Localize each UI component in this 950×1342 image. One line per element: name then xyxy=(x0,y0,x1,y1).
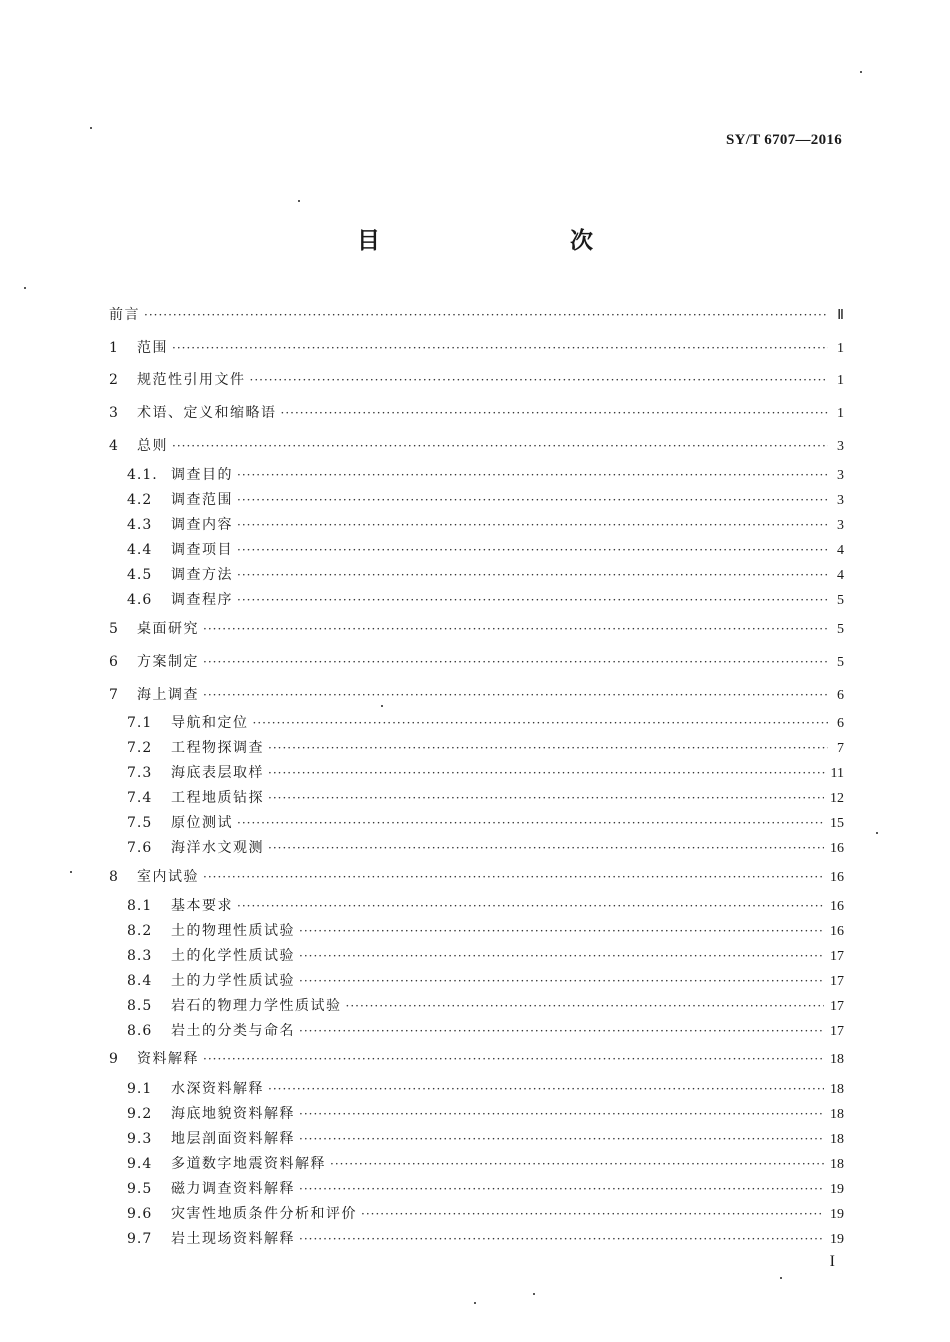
toc-entry-number: 8.1 xyxy=(127,898,153,914)
toc-entry[interactable] xyxy=(127,971,844,991)
toc-entry-label: 调查范围 xyxy=(171,492,233,508)
toc-entry-number: 8.2 xyxy=(127,923,153,939)
toc-entry-label: 土的化学性质试验 xyxy=(171,948,295,964)
toc-dot-leader xyxy=(299,1129,824,1149)
toc-entry-page: 15 xyxy=(830,816,844,831)
toc-entry-page: 19 xyxy=(830,1232,844,1247)
toc-entry-label: 磁力调查资料解释 xyxy=(171,1181,295,1197)
toc-entry-page: 1 xyxy=(837,341,844,356)
toc-entry[interactable] xyxy=(127,788,844,808)
toc-entry-page: 17 xyxy=(830,999,844,1014)
scan-speck xyxy=(298,200,300,202)
toc-entry-label: 工程地质钻探 xyxy=(171,790,264,806)
toc-entry[interactable] xyxy=(127,738,844,758)
toc-entry-label: 资料解释 xyxy=(137,1051,199,1067)
toc-entry-number: 8.6 xyxy=(127,1023,153,1039)
toc-entry-number: 7.2 xyxy=(127,740,153,756)
toc-entry-page: 5 xyxy=(837,655,844,670)
toc-dot-leader xyxy=(299,1229,824,1249)
toc-entry[interactable] xyxy=(127,490,844,510)
toc-entry-number: 9.1 xyxy=(127,1081,153,1097)
toc-entry[interactable] xyxy=(109,867,844,887)
toc-entry-page: 18 xyxy=(830,1082,844,1097)
scan-speck xyxy=(533,1293,535,1295)
toc-dot-leader xyxy=(299,1021,824,1041)
toc-entry-page: Ⅱ xyxy=(837,308,844,323)
toc-entry-label: 规范性引用文件 xyxy=(137,372,246,388)
toc-entry-label: 原位测试 xyxy=(171,815,233,831)
toc-entry[interactable] xyxy=(127,540,844,560)
toc-entry-page: 5 xyxy=(837,622,844,637)
toc-dot-leader xyxy=(203,685,828,705)
toc-entry[interactable] xyxy=(127,713,844,733)
toc-entry-label: 方案制定 xyxy=(137,654,199,670)
scan-speck xyxy=(876,832,878,834)
toc-dot-leader xyxy=(237,813,824,833)
toc-entry[interactable] xyxy=(127,1021,844,1041)
toc-entry[interactable] xyxy=(127,996,844,1016)
toc-entry-number: 7.5 xyxy=(127,815,153,831)
toc-entry[interactable] xyxy=(109,652,844,672)
toc-entry-label: 工程物探调查 xyxy=(171,740,264,756)
toc-dot-leader xyxy=(237,490,828,510)
toc-dot-leader xyxy=(237,540,828,560)
toc-entry-page: 4 xyxy=(837,568,844,583)
toc-entry[interactable] xyxy=(109,305,844,325)
toc-entry-number: 8.4 xyxy=(127,973,153,989)
toc-entry-number: 9.2 xyxy=(127,1106,153,1122)
toc-entry-label: 海洋水文观测 xyxy=(171,840,264,856)
toc-entry[interactable] xyxy=(127,1104,844,1124)
toc-entry-page: 12 xyxy=(830,791,844,806)
toc-entry-label: 地层剖面资料解释 xyxy=(171,1131,295,1147)
toc-dot-leader xyxy=(299,1179,824,1199)
toc-dot-leader xyxy=(237,465,828,485)
toc-entry-page: 16 xyxy=(830,924,844,939)
toc-entry-number: 9.5 xyxy=(127,1181,153,1197)
toc-entry-label: 多道数字地震资料解释 xyxy=(171,1156,326,1172)
toc-entry[interactable] xyxy=(109,619,844,639)
toc-dot-leader xyxy=(237,515,828,535)
toc-entry-number: 4.3 xyxy=(127,517,153,533)
toc-entry[interactable] xyxy=(109,1049,844,1069)
toc-entry[interactable] xyxy=(109,685,844,705)
page-title: 目 次 xyxy=(357,228,641,254)
scan-speck xyxy=(780,1277,782,1279)
toc-entry-number: 4.5 xyxy=(127,567,153,583)
toc-entry-page: 17 xyxy=(830,1024,844,1039)
toc-entry-label: 基本要求 xyxy=(171,898,233,914)
toc-entry-label: 岩土现场资料解释 xyxy=(171,1231,295,1247)
toc-entry[interactable] xyxy=(127,1204,844,1224)
page-number: I xyxy=(829,1253,835,1270)
toc-dot-leader xyxy=(203,1049,824,1069)
toc-entry[interactable] xyxy=(127,1154,844,1174)
toc-entry-label: 土的物理性质试验 xyxy=(171,923,295,939)
toc-dot-leader xyxy=(144,305,828,325)
toc-dot-leader xyxy=(268,788,824,808)
toc-entry-label: 土的力学性质试验 xyxy=(171,973,295,989)
toc-entry-label: 前言 xyxy=(109,307,140,323)
toc-entry[interactable] xyxy=(109,436,844,456)
toc-entry[interactable] xyxy=(127,565,844,585)
toc-entry[interactable] xyxy=(127,896,844,916)
toc-entry-label: 导航和定位 xyxy=(171,715,249,731)
toc-dot-leader xyxy=(253,713,829,733)
toc-entry-page: 18 xyxy=(830,1132,844,1147)
toc-entry-number: 8.5 xyxy=(127,998,153,1014)
toc-entry[interactable] xyxy=(127,1129,844,1149)
toc-entry-label: 海上调查 xyxy=(137,687,199,703)
toc-entry[interactable] xyxy=(109,370,844,390)
toc-entry[interactable] xyxy=(127,921,844,941)
toc-entry[interactable] xyxy=(127,1179,844,1199)
toc-entry-label: 岩石的物理力学性质试验 xyxy=(171,998,342,1014)
toc-entry[interactable] xyxy=(127,763,844,783)
toc-dot-leader xyxy=(268,763,825,783)
toc-entry-page: 6 xyxy=(837,716,844,731)
scan-speck xyxy=(70,871,72,873)
toc-entry-number: 9.4 xyxy=(127,1156,153,1172)
toc-entry-number: 7.4 xyxy=(127,790,153,806)
toc-entry[interactable] xyxy=(127,1229,844,1249)
toc-dot-leader xyxy=(237,896,824,916)
toc-dot-leader xyxy=(172,338,828,358)
toc-entry-number: 4.6 xyxy=(127,592,153,608)
toc-entry-page: 17 xyxy=(830,949,844,964)
toc-entry-page: 18 xyxy=(830,1157,844,1172)
toc-entry[interactable] xyxy=(127,1079,844,1099)
toc-entry-number: 9 xyxy=(109,1051,119,1067)
toc-entry-page: 19 xyxy=(830,1207,844,1222)
toc-entry[interactable] xyxy=(127,813,844,833)
toc-entry-page: 11 xyxy=(830,766,844,781)
toc-entry-number: 7.6 xyxy=(127,840,153,856)
scan-speck xyxy=(24,287,26,289)
scan-speck xyxy=(474,1302,476,1304)
toc-dot-leader xyxy=(361,1204,824,1224)
toc-entry[interactable] xyxy=(127,838,844,858)
toc-entry-number: 8.3 xyxy=(127,948,153,964)
toc-dot-leader xyxy=(237,590,828,610)
toc-entry-number: 4.1. xyxy=(127,467,158,483)
toc-entry-page: 3 xyxy=(837,518,844,533)
toc-entry-page: 18 xyxy=(830,1107,844,1122)
toc-entry-page: 4 xyxy=(837,543,844,558)
toc-entry-page: 3 xyxy=(837,468,844,483)
toc-entry-label: 水深资料解释 xyxy=(171,1081,264,1097)
toc-entry-label: 室内试验 xyxy=(137,869,199,885)
toc-dot-leader xyxy=(299,1104,824,1124)
toc-entry-label: 调查内容 xyxy=(171,517,233,533)
toc-entry-page: 16 xyxy=(830,870,844,885)
toc-dot-leader xyxy=(250,370,829,390)
toc-entry-page: 16 xyxy=(830,841,844,856)
toc-entry-label: 调查项目 xyxy=(171,542,233,558)
toc-dot-leader xyxy=(268,1079,824,1099)
toc-entry-number: 7.1 xyxy=(127,715,153,731)
toc-entry[interactable] xyxy=(127,590,844,610)
toc-entry-number: 3 xyxy=(109,405,119,421)
toc-entry-number: 4 xyxy=(109,438,119,454)
toc-entry-page: 17 xyxy=(830,974,844,989)
toc-entry[interactable] xyxy=(127,946,844,966)
toc-entry-page: 18 xyxy=(830,1052,844,1067)
toc-dot-leader xyxy=(299,946,824,966)
toc-dot-leader xyxy=(346,996,825,1016)
toc-dot-leader xyxy=(203,652,828,672)
toc-entry-page: 3 xyxy=(837,439,844,454)
toc-dot-leader xyxy=(203,867,824,887)
toc-entry-label: 桌面研究 xyxy=(137,621,199,637)
toc-entry-label: 海底表层取样 xyxy=(171,765,264,781)
toc-entry[interactable] xyxy=(109,403,844,423)
scan-speck xyxy=(90,127,92,129)
toc-entry[interactable] xyxy=(127,515,844,535)
toc-entry-number: 9.3 xyxy=(127,1131,153,1147)
toc-entry-label: 调查方法 xyxy=(171,567,233,583)
toc-dot-leader xyxy=(281,403,829,423)
toc-entry-page: 1 xyxy=(837,373,844,388)
toc-entry-page: 3 xyxy=(837,493,844,508)
toc-dot-leader xyxy=(268,838,824,858)
toc-entry-page: 19 xyxy=(830,1182,844,1197)
scan-speck xyxy=(860,71,862,73)
toc-entry-page: 7 xyxy=(837,741,844,756)
document-code: SY/T 6707—2016 xyxy=(725,132,842,148)
toc-entry-label: 调查程序 xyxy=(171,592,233,608)
toc-entry-label: 术语、定义和缩略语 xyxy=(137,405,277,421)
toc-entry-label: 范围 xyxy=(137,340,168,356)
toc-entry-page: 6 xyxy=(837,688,844,703)
toc-entry-number: 7.3 xyxy=(127,765,153,781)
toc-entry-page: 5 xyxy=(837,593,844,608)
toc-dot-leader xyxy=(237,565,828,585)
toc-entry-number: 6 xyxy=(109,654,119,670)
toc-entry[interactable] xyxy=(127,465,844,485)
toc-entry-number: 7 xyxy=(109,687,119,703)
toc-entry-number: 8 xyxy=(109,869,119,885)
toc-entry-number: 4.2 xyxy=(127,492,153,508)
toc-entry-page: 16 xyxy=(830,899,844,914)
toc-dot-leader xyxy=(330,1154,824,1174)
toc-dot-leader xyxy=(299,971,824,991)
toc-entry-label: 总则 xyxy=(137,438,168,454)
toc-dot-leader xyxy=(268,738,828,758)
scan-speck xyxy=(381,705,383,707)
toc-entry-label: 海底地貌资料解释 xyxy=(171,1106,295,1122)
toc-entry-label: 岩土的分类与命名 xyxy=(171,1023,295,1039)
toc-dot-leader xyxy=(299,921,824,941)
toc-entry[interactable] xyxy=(109,338,844,358)
toc-entry-number: 9.6 xyxy=(127,1206,153,1222)
toc-entry-number: 9.7 xyxy=(127,1231,153,1247)
toc-entry-number: 1 xyxy=(109,340,119,356)
toc-entry-label: 调查目的 xyxy=(171,467,233,483)
toc-entry-number: 5 xyxy=(109,621,119,637)
toc-dot-leader xyxy=(203,619,828,639)
toc-entry-page: 1 xyxy=(837,406,844,421)
toc-entry-number: 2 xyxy=(109,372,119,388)
toc-entry-label: 灾害性地质条件分析和评价 xyxy=(171,1206,357,1222)
toc-entry-number: 4.4 xyxy=(127,542,153,558)
toc-dot-leader xyxy=(172,436,828,456)
